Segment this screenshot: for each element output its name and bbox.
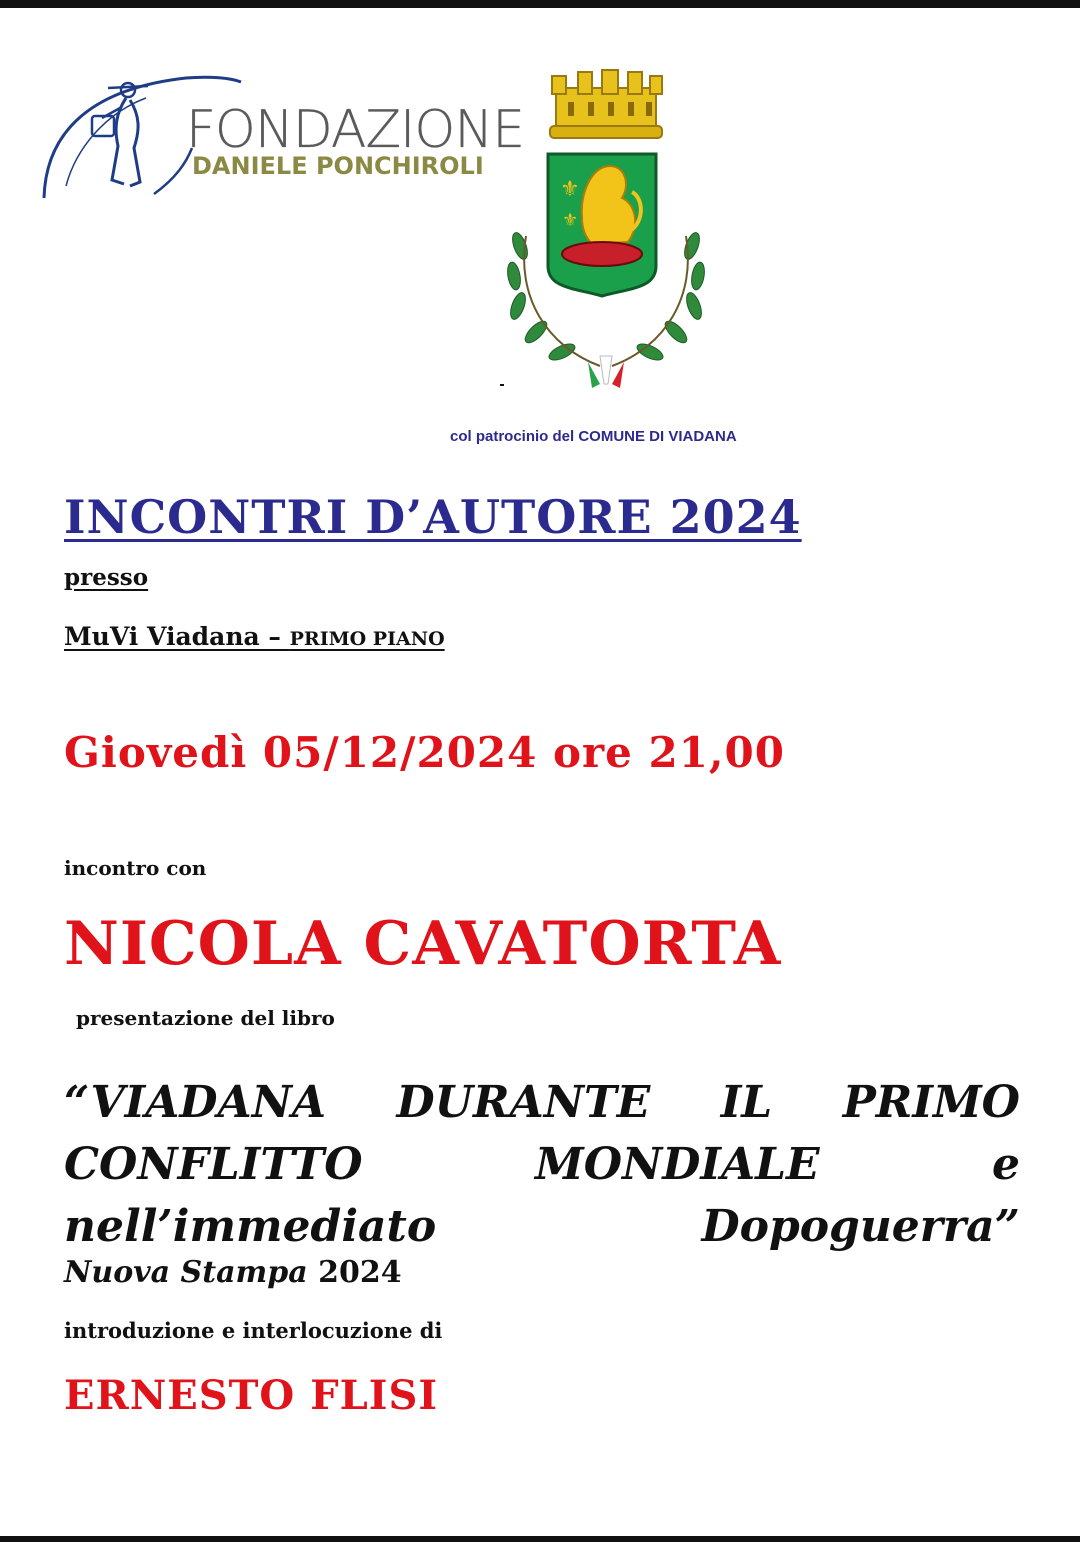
comune-viadana-coat-of-arms-icon xyxy=(496,66,716,396)
book-word: PRIMO xyxy=(842,1077,1020,1128)
fondazione-logo xyxy=(36,68,525,208)
book-word: Dopoguerra” xyxy=(701,1201,1020,1252)
presentazione-label: presentazione del libro xyxy=(76,1006,335,1030)
fondazione-subtitle: DANIELE PONCHIROLI xyxy=(192,152,484,180)
publisher xyxy=(64,1255,402,1290)
presso-label: presso xyxy=(64,564,149,591)
publisher-name: Nuova Stampa xyxy=(64,1255,308,1290)
book-word: MONDIALE xyxy=(534,1139,820,1190)
interlocutor-name: ERNESTO FLISI xyxy=(64,1372,439,1419)
svg-text:⚜: ⚜ xyxy=(560,177,580,202)
fondazione-name: FONDAZIONE xyxy=(186,100,525,160)
book-title-line xyxy=(64,1196,1020,1258)
event-datetime: Giovedì 05/12/2024 ore 21,00 xyxy=(64,728,785,777)
intro-label: introduzione e interlocuzione di xyxy=(64,1318,443,1343)
series-title: INCONTRI D’AUTORE 2024 xyxy=(64,490,802,544)
author-name: NICOLA CAVATORTA xyxy=(64,909,782,979)
book-word: DURANTE xyxy=(396,1077,651,1128)
book-title xyxy=(64,1072,1020,1258)
venue xyxy=(64,624,445,649)
book-word: “VIADANA xyxy=(64,1077,327,1128)
bottom-border xyxy=(0,1536,1080,1542)
book-word: e xyxy=(992,1139,1020,1190)
svg-text:⚜: ⚜ xyxy=(562,210,579,231)
publisher-year: 2024 xyxy=(307,1255,402,1290)
incontro-label: incontro con xyxy=(64,856,207,880)
venue-floor: PRIMO PIANO xyxy=(289,628,445,650)
book-word: CONFLITTO xyxy=(64,1139,363,1190)
top-border xyxy=(0,0,1080,8)
book-title-line xyxy=(64,1134,1020,1196)
book-title-line xyxy=(64,1072,1020,1134)
venue-name: MuVi Viadana – xyxy=(64,622,290,651)
patronage-note: col patrocinio del COMUNE DI VIADANA xyxy=(450,428,737,445)
book-word: nell’immediato xyxy=(64,1201,437,1252)
book-word: IL xyxy=(720,1077,773,1128)
